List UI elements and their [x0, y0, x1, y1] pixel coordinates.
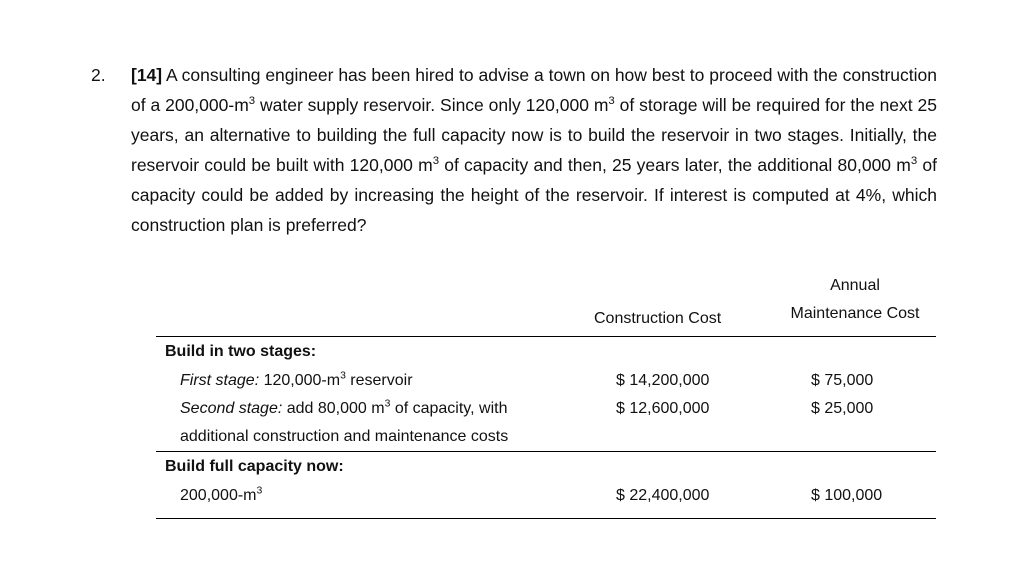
- question-line-4: of storage will: [614, 95, 727, 115]
- points-label: [14]: [131, 65, 163, 85]
- table-row: [156, 423, 936, 452]
- question-text: [131, 60, 937, 240]
- row-label: [180, 482, 262, 510]
- superscript: 3: [608, 95, 615, 108]
- row-label-text: 200,000-m: [180, 487, 257, 504]
- row-label-italic: First stage:: [180, 372, 260, 389]
- maintenance-cost-value: $ 75,000: [811, 372, 874, 389]
- superscript: 3: [384, 398, 391, 410]
- question-line-2: construction of a 200,000-m: [131, 65, 937, 115]
- row-label-text: add 80,000 m: [282, 400, 385, 417]
- group-title: Build full capacity now:: [165, 458, 344, 475]
- row-label-text: 120,000-m: [259, 372, 341, 389]
- row-label-after: reservoir: [345, 372, 413, 389]
- table-row: [156, 367, 936, 395]
- row-label: additional construction and maintenance costs: [180, 428, 509, 445]
- question-line-9: of capacity could be added by increasing: [131, 155, 937, 205]
- question-number: 2.: [91, 65, 106, 85]
- group-two-stages: [156, 337, 936, 452]
- table-row: [156, 395, 936, 423]
- superscript: 3: [256, 485, 263, 497]
- question-line-7: of capacity: [439, 155, 529, 175]
- table-row: [156, 482, 936, 518]
- superscript: 3: [910, 155, 918, 168]
- superscript: 3: [340, 370, 346, 382]
- group-full-capacity: [156, 452, 936, 519]
- superscript: 3: [432, 155, 440, 168]
- question-line-6: the reservoir in two stages. Initially, the reservoir could be built with 120,000 m: [131, 125, 937, 175]
- question-line-1: A consulting engineer has been hired to advise a town on how best to proceed with the: [166, 65, 838, 85]
- group-title: Build in two stages:: [165, 343, 317, 360]
- row-label: [180, 395, 507, 423]
- cost-table: [156, 277, 936, 519]
- question-line-10: the height of the reservoir. If interest is computed at 4%, which construction plan is: [131, 185, 937, 235]
- header-maintenance-line2: Maintenance Cost: [790, 305, 920, 322]
- row-label: [180, 367, 413, 395]
- question-line-8: and then, 25 years later, the additional 80,000 m: [533, 155, 911, 175]
- table-header: [156, 277, 936, 337]
- header-maintenance-line1: Annual: [830, 277, 880, 294]
- maintenance-cost-value: $ 100,000: [811, 487, 883, 504]
- superscript: 3: [248, 95, 256, 108]
- construction-cost-value: $ 12,600,000: [616, 400, 710, 417]
- header-annual-maintenance-cost: [773, 272, 937, 328]
- row-label-italic: Second stage:: [180, 400, 283, 417]
- construction-cost-value: $ 14,200,000: [616, 372, 710, 389]
- question-line-11: preferred?: [285, 215, 367, 235]
- header-construction-cost: Construction Cost: [594, 310, 722, 327]
- row-label-after: of capacity, with: [390, 400, 508, 417]
- maintenance-cost-value: $ 25,000: [811, 400, 874, 417]
- question-line-5: be required for the next 25 years, an alternative to building the full capacity now is to build: [131, 95, 938, 145]
- construction-cost-value: $ 22,400,000: [616, 487, 710, 504]
- question-line-3: water supply reservoir. Since only 120,000 m: [255, 95, 609, 115]
